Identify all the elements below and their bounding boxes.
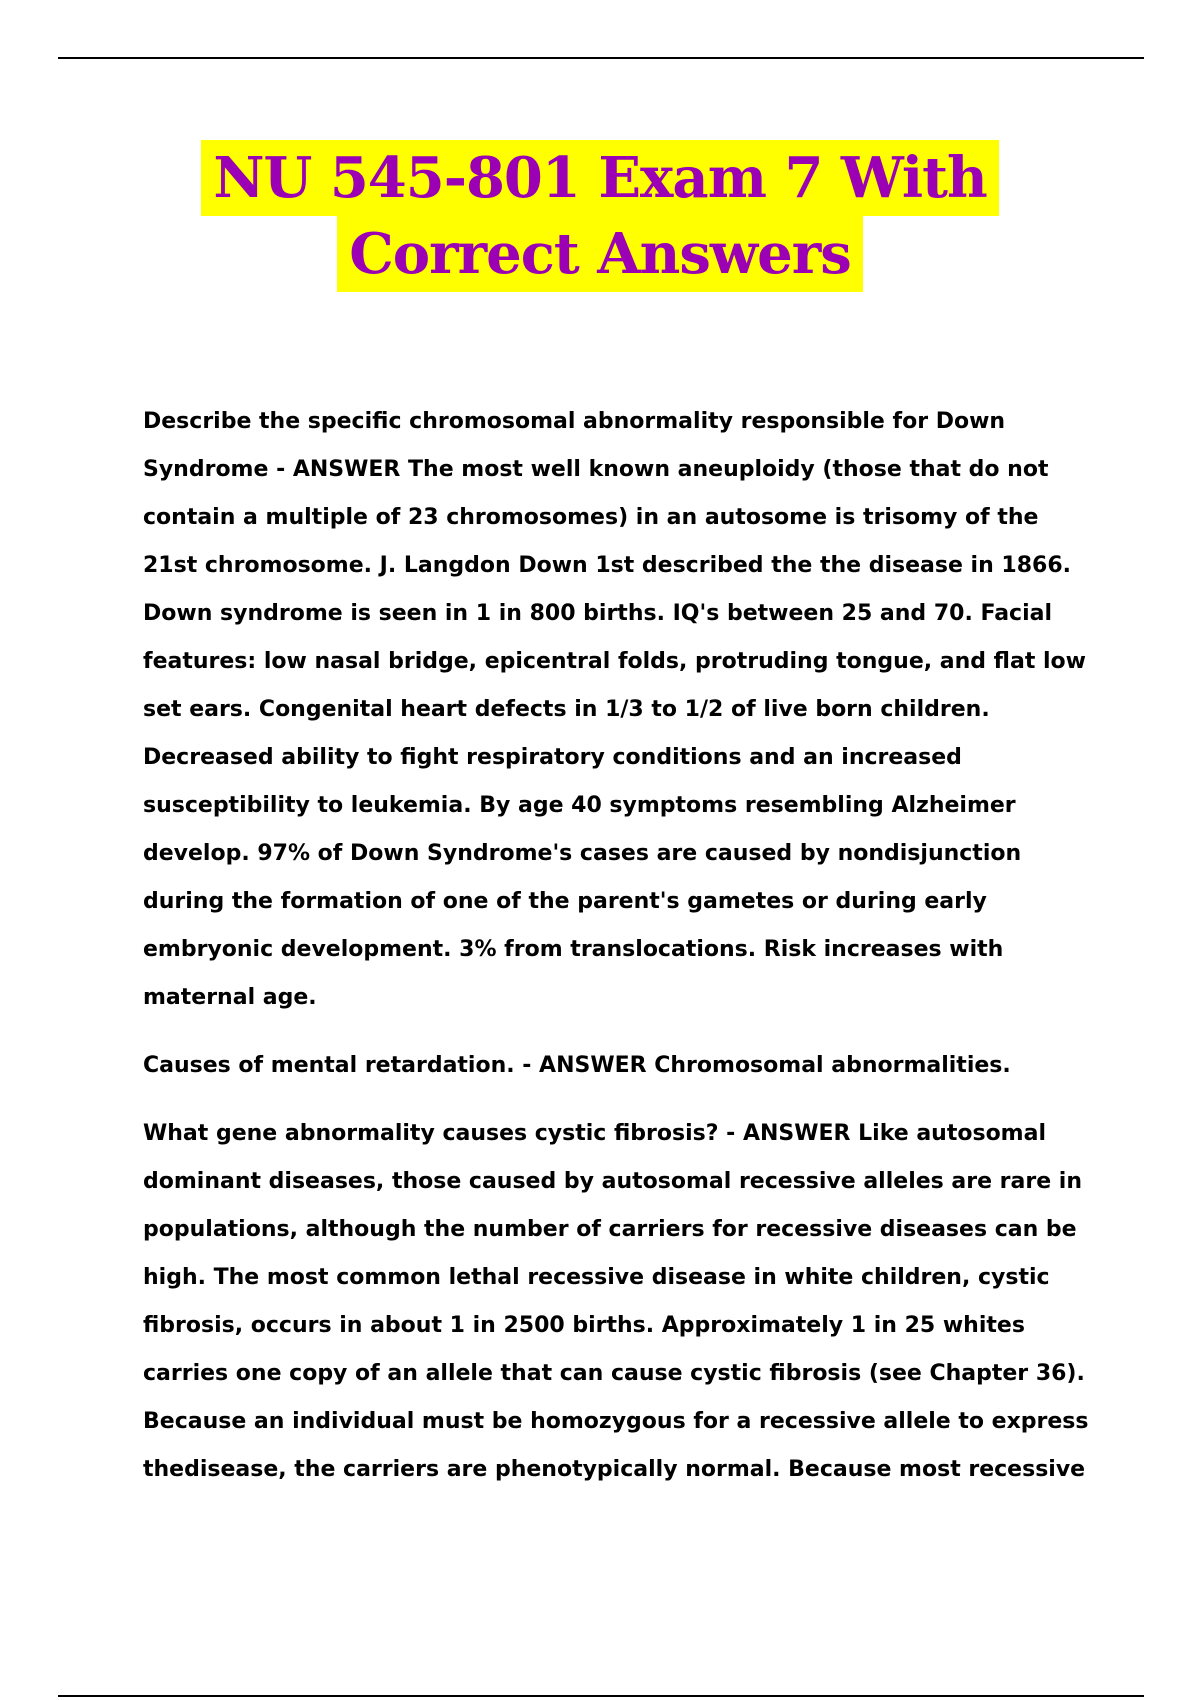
qa-content xyxy=(143,398,1093,1514)
qa-item xyxy=(143,1042,1093,1090)
answer-text: Like autosomal dominant diseases, those caused by autosomal recessive alleles are rare in populations, although the number of carriers for recessive diseases can be high. The most common lethal recessive disease in white children, cystic fibrosis, occurs in about 1 in 2500 births. Approximately 1 in 25 whites carries one copy of an allele that can cause cystic fibrosis (see Chapter 36). Because an individual must be homozygous for a recessive allele to express thedisease, the carriers are phenotypically normal. Because most recessive xyxy=(143,1121,1089,1482)
answer-text: Chromosomal abnormalities. xyxy=(654,1053,1011,1078)
bottom-rule xyxy=(58,1695,1144,1697)
answer-separator: - ANSWER xyxy=(514,1053,655,1078)
answer-text: The most well known aneuploidy (those that do not contain a multiple of 23 chromosomes) in an autosome is trisomy of the 21st chromosome. J. Langdon Down 1st described the the disease in 1866. Down syndrome is seen in 1 in 800 births. IQ's between 25 and 70. Facial features: low nasal bridge, epicentral folds, protruding tongue, and flat low set ears. Congenital heart defects in 1/3 to 1/2 of live born children. Decreased ability to fight respiratory conditions and an increased susceptibility to leukemia. By age 40 symptoms resembling Alzheimer develop. 97% of Down Syndrome's cases are caused by nondisjunction during the formation of one of the parent's gametes or during early embryonic development. 3% from translocations. Risk increases with maternal age. xyxy=(143,457,1086,1010)
title-line-1: NU 545-801 Exam 7 With xyxy=(201,140,998,216)
question-text: What gene abnormality causes cystic fibrosis? xyxy=(143,1121,719,1146)
answer-separator: - ANSWER xyxy=(268,457,409,482)
answer-separator: - ANSWER xyxy=(718,1121,859,1146)
document-title xyxy=(0,140,1200,292)
title-line-2: Correct Answers xyxy=(337,216,863,292)
question-text: Describe the specific chromosomal abnormality responsible for Down Syndrome xyxy=(143,409,1006,482)
question-text: Causes of mental retardation. xyxy=(143,1053,515,1078)
qa-item xyxy=(143,1110,1093,1494)
top-rule xyxy=(58,57,1144,59)
qa-item xyxy=(143,398,1093,1022)
